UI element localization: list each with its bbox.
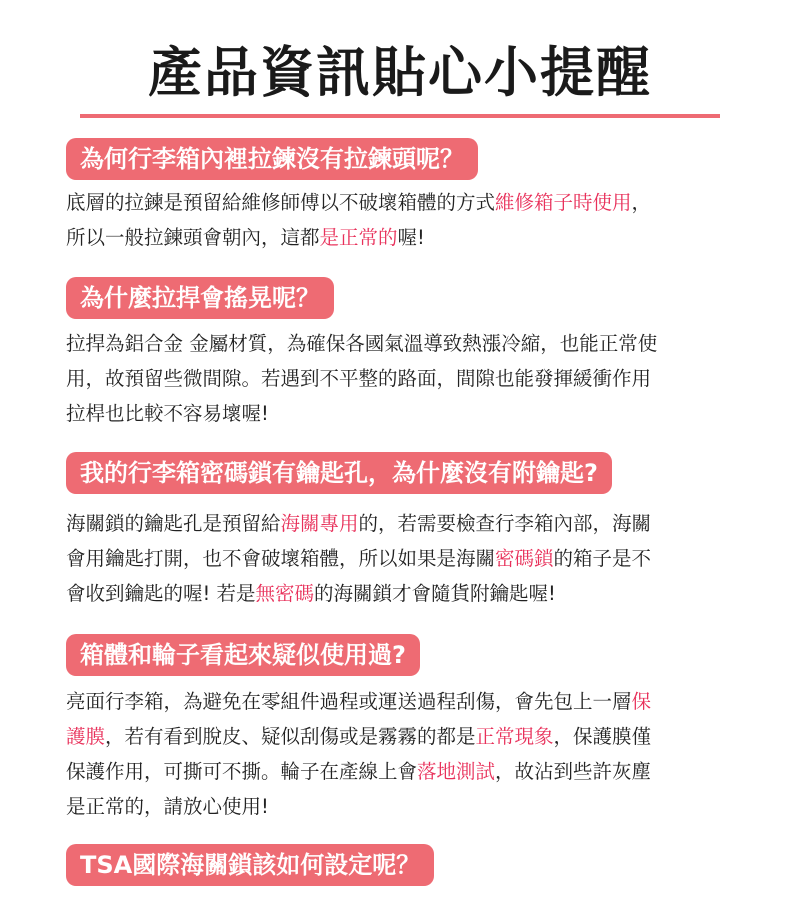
answer-line [66,684,736,719]
highlight-text: 正常現象 [475,725,554,748]
faq-answer-zipper [66,185,736,255]
highlight-text: 海關專用 [280,512,359,535]
answer-line [66,220,736,255]
faq-question-zipper: 為何行李箱內裡拉鍊沒有拉鍊頭呢？ [66,138,478,180]
highlight-text: 無密碼 [255,582,315,605]
faq-question-used-look: 箱體和輪子看起來疑似使用過? [66,634,420,676]
answer-text: 的海關鎖才會隨貨附鑰匙喔! [314,582,556,605]
answer-text: 保護作用，可撕可不撕。輪子在產線上會 [66,760,418,783]
highlight-text: 是正常的 [319,226,398,249]
answer-text: ，若有看到脫皮、疑似刮傷或是霧霧的都是 [105,725,476,748]
answer-text: ，保護膜僅 [553,725,652,748]
answer-line: 用，故預留些微間隙。若遇到不平整的路面，間隙也能發揮緩衝作用 [66,367,652,390]
faq-answer-used-look [66,684,736,824]
answer-text: 會收到鑰匙的喔! 若是 [66,582,256,605]
faq-answer-handle [66,326,736,431]
answer-text: 會用鑰匙打開，也不會破壞箱體，所以如果是海關 [66,547,496,570]
page-title: 產品資訊貼心小提醒 [148,41,652,104]
answer-line: 拉桿也比較不容易壞喔! [66,402,269,425]
answer-text: ， [631,191,652,214]
faq-question-keyhole: 我的行李箱密碼鎖有鑰匙孔，為什麼沒有附鑰匙? [66,452,612,494]
answer-line: 拉捍為鋁合金 金屬材質，為確保各國氣溫導致熱漲冷縮，也能正常使 [66,332,658,355]
highlight-text: 落地測試 [417,760,496,783]
faq-answer-keyhole [66,506,736,611]
answer-text: 的，若需要檢查行李箱內部，海關 [358,512,652,535]
answer-line [66,185,736,220]
answer-text: ，故沾到些許灰塵 [495,760,652,783]
highlight-text: 密碼鎖 [495,547,554,570]
answer-line [66,754,736,789]
answer-text: 所以一般拉鍊頭會朝內，這都 [66,226,320,249]
highlight-text: 保 [631,690,652,713]
faq-question-handle: 為什麼拉捍會搖晃呢？ [66,277,334,319]
answer-line [66,576,736,611]
answer-line [66,719,736,754]
answer-text: 亮面行李箱，為避免在零組件過程或運送過程刮傷，會先包上一層 [66,690,632,713]
answer-line [66,506,736,541]
faq-question-tsa-lock: TSA國際海關鎖該如何設定呢？ [66,844,434,886]
answer-text: 海關鎖的鑰匙孔是預留給 [66,512,281,535]
answer-text: 的箱子是不 [553,547,652,570]
answer-line: 是正常的，請放心使用! [66,795,269,818]
answer-line [66,541,736,576]
highlight-text: 維修箱子時使用 [495,191,632,214]
answer-text: 底層的拉鍊是預留給維修師傅以不破壞箱體的方式 [66,191,496,214]
highlight-text: 護膜 [66,725,106,748]
title-underline [80,114,720,118]
answer-text: 喔! [397,226,425,249]
